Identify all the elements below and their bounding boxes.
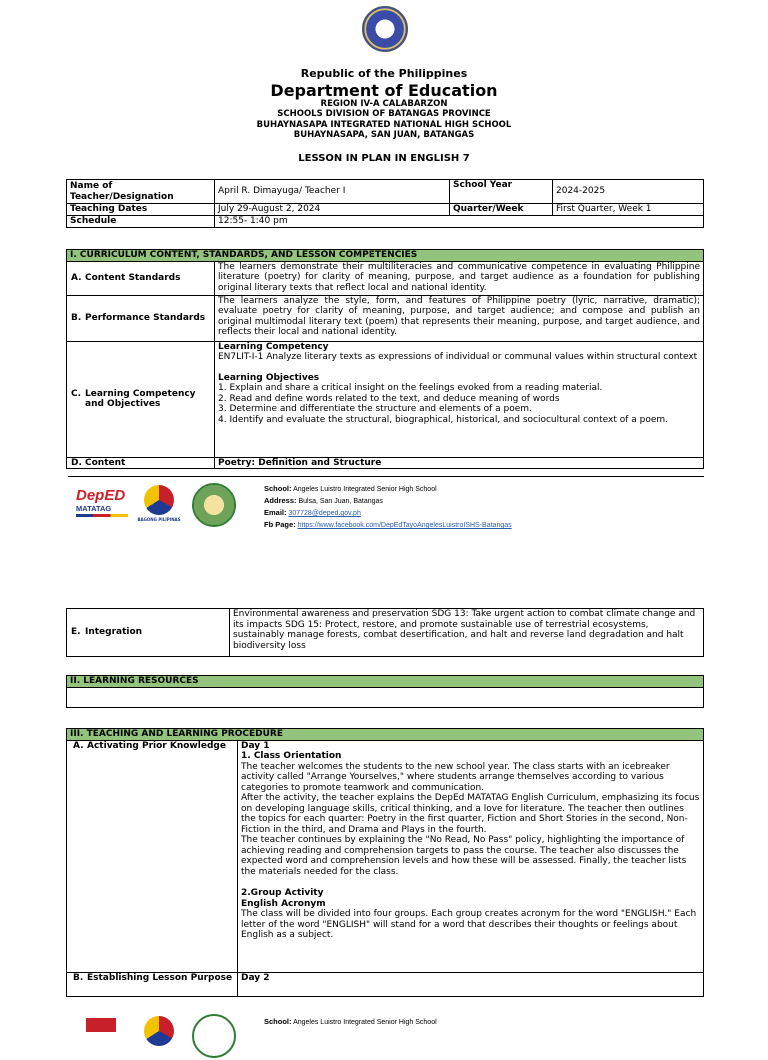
email-link[interactable]: 307728@deped.gov.ph: [288, 510, 361, 517]
curriculum-table: [66, 249, 704, 469]
facebook-link[interactable]: https://www.facebook.com/DepEdTayoAngelesLuistroISHS-Batangas: [297, 522, 512, 529]
objective-1: 1. Explain and share a critical insight on the feelings evoked from a reading material.: [218, 383, 603, 393]
objective-3: 3. Determine and differentiate the structure and elements of a poem.: [218, 404, 532, 414]
activating-knowledge-label: A. Activating Prior Knowledge: [67, 740, 238, 972]
content-text: Poetry: Definition and Structure: [215, 457, 704, 469]
school-line: BUHAYNASAPA INTEGRATED NATIONAL HIGH SCHOOL: [256, 120, 512, 130]
class-orientation-heading: 1. Class Orientation: [241, 751, 342, 761]
performance-standards-label: B. Performance Standards: [67, 295, 215, 341]
lesson-purpose-label: B. Establishing Lesson Purpose: [67, 972, 238, 996]
footer-contact-info: School: Angeles Luistro Integrated Senior High School Address: Bulsa, San Juan, Batangas Email: 307728@deped.gov.ph Fb Page: https://www.facebook.com/DepEdTayoAngelesLuistroISHS-Batangas: [264, 484, 512, 529]
school-year-label: School Year: [450, 180, 553, 204]
school-year-value: 2024-2025: [553, 180, 704, 204]
deped-seal-logo: [362, 6, 408, 52]
content-label: D. Content: [67, 457, 215, 469]
schedule-label: Schedule: [67, 216, 215, 228]
bagong-pilipinas-logo: BAGONG PILIPINAS: [136, 485, 182, 522]
quarter-week-label: Quarter/Week: [450, 204, 553, 216]
group-activity-heading: 2.Group Activity: [241, 888, 324, 898]
content-standards-text: The learners demonstrate their multiliteracies and communicative competence in evaluating Philippine literature (poetry) for clarity of meaning, purpose, and target audience as a foundation for publishing original literary texts that reflect local and national identity.: [215, 261, 704, 295]
objectives-heading: Learning Objectives: [218, 372, 320, 383]
department-title: Department of Education: [270, 81, 498, 100]
schedule-value: 12:55- 1:40 pm: [215, 216, 704, 228]
performance-standards-text: The learners analyze the style, form, and features of Philippine poetry (lyric, narrative, dramatic); evaluate poetry for clarity of meaning, purpose, and target audience; and compose and publish an original multimodal literary text (poem) that represents their meaning, purpose, and target audience, and reflects their local and national identity.: [215, 295, 704, 341]
learning-resources-table: [66, 675, 704, 708]
quarter-week-value: First Quarter, Week 1: [553, 204, 704, 216]
content-standards-label: A. Content Standards: [67, 261, 215, 295]
group-activity-text: The class will be divided into four groups. Each group creates acronym for the word "ENGLISH." Each letter of the word "ENGLISH" will stand for a word that describes their thoughts or feelings about English as a subject.: [241, 909, 697, 940]
orientation-paragraph-1: The teacher welcomes the students to the new school year. The class starts with an icebreaker activity called "Arrange Yourselves," where students arrange themselves according to various categories to promote teamwork and communication.: [241, 761, 670, 793]
orientation-paragraph-2: After the activity, the teacher explains the DepEd MATATAG English Curriculum, emphasizing its focus on developing language skills, critical thinking, and a love for literature. The teacher then outlines the topics for each quarter: Poetry in the first quarter, Fiction and Short Stories in the second, Non-Fiction in the third, and Drama and Plays in the fourth.: [241, 793, 700, 835]
lesson-plan-title: LESSON IN PLAN IN ENGLISH 7: [298, 153, 470, 164]
section-3-title: III. TEACHING AND LEARNING PROCEDURE: [67, 729, 704, 741]
deped-matatag-logo: DepED MATATAG: [76, 487, 128, 517]
objective-4: 4. Identify and evaluate the structural, biographical, historical, and sociocultural context of a poem.: [218, 414, 669, 425]
competency-objectives-label: C. Learning Competency and Objectives: [67, 341, 215, 457]
section-2-title: II. LEARNING RESOURCES: [67, 676, 704, 688]
objective-2: 2. Read and define words related to the text, and deduce meaning of words: [218, 393, 560, 404]
republic-line: Republic of the Philippines: [300, 67, 468, 80]
competency-heading: Learning Competency: [218, 341, 329, 352]
procedure-table: [66, 728, 704, 997]
bagong-pilipinas-logo-partial: [144, 1016, 174, 1046]
day-2-heading: Day 2: [238, 972, 704, 996]
address-line: BUHAYNASAPA, SAN JUAN, BATANGAS: [293, 130, 475, 140]
teaching-dates-value: July 29-August 2, 2024: [215, 204, 450, 216]
orientation-paragraph-3: The teacher continues by explaining the "No Read, No Pass" policy, highlighting the importance of achieving reading and comprehension targets to pass the course. The teacher also discusses the expected word and comprehension levels and how these will be assessed. Finally, the teacher lists the materials needed for the class.: [241, 835, 687, 877]
division-line: SCHOOLS DIVISION OF BATANGAS PROVINCE: [277, 109, 491, 119]
school-seal-logo: [192, 483, 236, 527]
page-footer-2: [74, 1012, 714, 1060]
teaching-dates-label: Teaching Dates: [67, 204, 215, 216]
footer-school-info-partial: School: Angeles Luistro Integrated Senior High School: [264, 1017, 437, 1026]
english-acronym-heading: English Acronym: [241, 898, 326, 909]
teacher-info-table: [66, 179, 704, 228]
competency-text: EN7LIT-I-1 Analyze literary texts as expressions of individual or communal values within structural context: [218, 352, 698, 362]
activating-knowledge-text: [238, 740, 704, 972]
section-1-title: I. CURRICULUM CONTENT, STANDARDS, AND LESSON COMPETENCIES: [67, 250, 704, 262]
integration-table: [66, 608, 704, 657]
competency-objectives-text: [215, 341, 704, 457]
name-value: April R. Dimayuga/ Teacher I: [215, 180, 450, 204]
integration-text: Environmental awareness and preservation SDG 13: Take urgent action to combat climate change and its impacts SDG 15: Protect, restore, and promote sustainable use of terrestrial ecosystems, sustainably manage forests, combat desertification, and halt and reverse land degradation and halt biodiversity loss: [230, 609, 704, 657]
day-1-heading: Day 1: [241, 740, 270, 751]
integration-label: E. Integration: [67, 609, 230, 657]
deped-logo-partial: [86, 1018, 116, 1032]
region-line: REGION IV-A CALABARZON: [320, 99, 448, 109]
name-label: Name of Teacher/Designation: [67, 180, 215, 204]
school-seal-logo-partial: [192, 1014, 236, 1058]
footer-divider: [68, 476, 704, 477]
learning-resources-body: [67, 687, 704, 707]
page-footer: [74, 481, 714, 529]
